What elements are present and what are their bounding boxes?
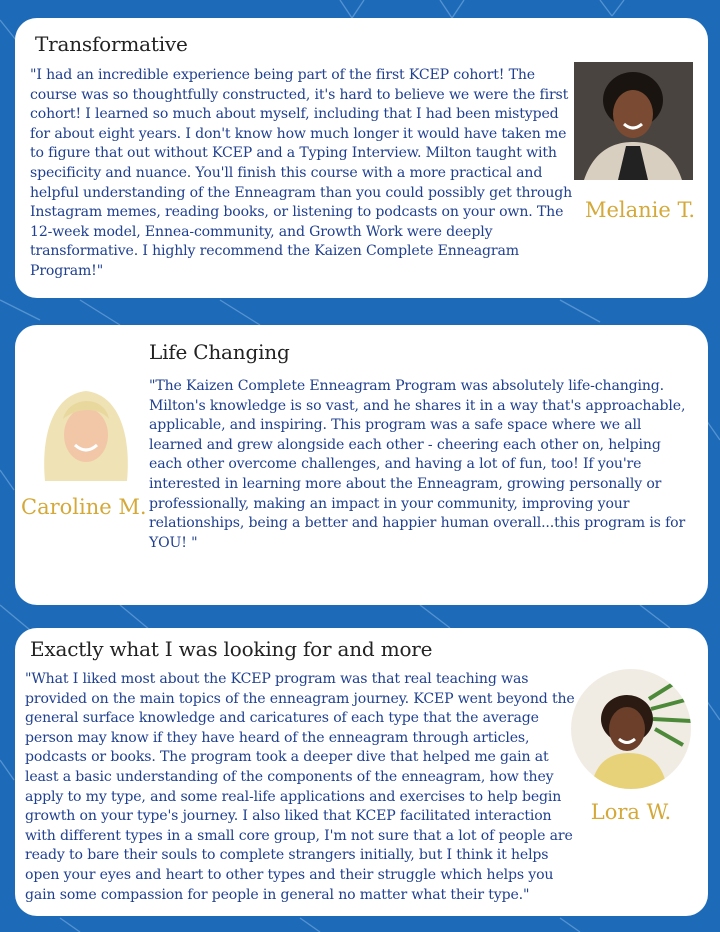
testimonial-quote: "What I liked most about the KCEP program was that real teaching was provided on the main topics of the enneagram journey. KCEP went beyond the general surface knowledge and caricatures of each type that the average person may know if they have heard of the enneagram through articles, podcasts or books. The program took a deeper dive that helped me gain at least a basic understanding of the components of the enneagram, how they apply to my type, and some real-life applications and exercises to help begin growth on your type's journey. I also liked that KCEP facilitated interaction with different types in a small core group, I'm not sure that a lot of people are ready to bare their souls to complete strangers initially, but I think it helps open your eyes and heart to other types and their struggle which helps you gain some compassion for people in general no matter what their type." [25, 671, 575, 903]
reviewer-photo [574, 62, 693, 180]
reviewer-name: Melanie T. [584, 198, 696, 222]
testimonial-card-1 [15, 18, 708, 298]
testimonial-card-2 [15, 325, 708, 605]
reviewer-photo [571, 669, 691, 789]
testimonial-title: Transformative [35, 32, 188, 56]
testimonial-card-3 [15, 628, 708, 916]
testimonial-quote: "I had an incredible experience being part of the first KCEP cohort! The course was so thoughtfully constructed, it's hard to believe we were the first cohort! I learned so much about myself, including that I had been mistyped for about eight years. I don't know how much longer it would have taken me to figure that out without KCEP and a Typing Interview. Milton taught with specificity and nuance. You'll finish this course with a more practical and helpful understanding of the Enneagram than you could possibly get through Instagram memes, reading books, or listening to podcasts on your own. The 12-week model, Ennea-community, and Growth Work were deeply transformative. I highly recommend the Kaizen Complete Enneagram Program!" [30, 67, 573, 279]
reviewer-photo [37, 379, 135, 481]
testimonial-title: Exactly what I was looking for and more [30, 637, 433, 661]
reviewer-name: Caroline M. [21, 495, 147, 519]
testimonial-title: Life Changing [149, 340, 290, 364]
testimonial-quote: "The Kaizen Complete Enneagram Program was absolutely life-changing. Milton's knowledge is so vast, and he shares it in a way that's approachable, applicable, and inspiring. This program was a safe space where we all learned and grew alongside each other - cheering each other on, helping each other overcome challenges, and having a lot of fun, too! If you're interested in learning more about the Enneagram, growing personally or professionally, making an impact in your community, improving your relationships, being a better and happier human overall...this program is for YOU! " [149, 378, 686, 551]
reviewer-name: Lora W. [590, 800, 672, 824]
